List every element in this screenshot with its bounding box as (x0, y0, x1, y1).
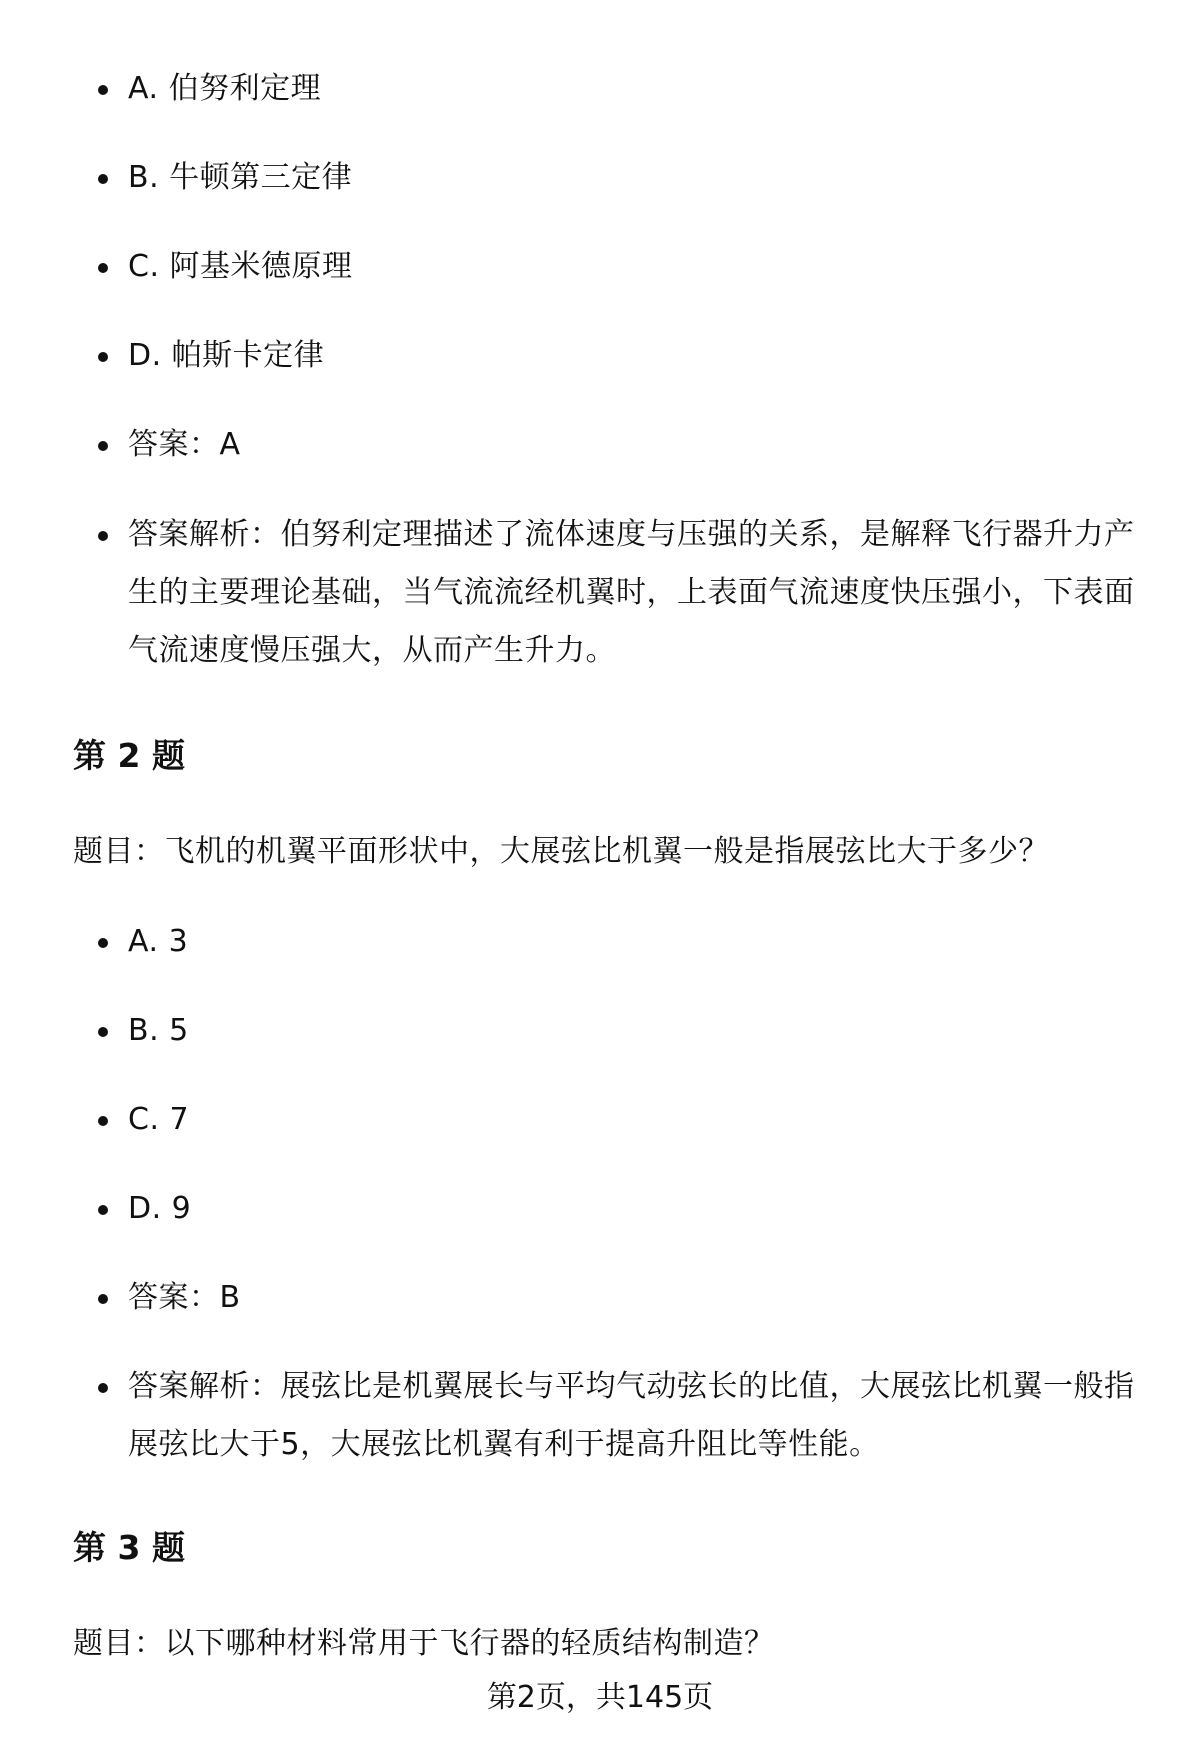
q2-heading: 第 2 题 (73, 736, 185, 775)
q1-option-a: A. 伯努利定理 (128, 60, 1148, 118)
q2-option-c: C. 7 (128, 1091, 1148, 1149)
q1-option-d: D. 帕斯卡定律 (128, 327, 1148, 385)
q2-explanation: 答案解析：展弦比是机翼展长与平均气动弦长的比值，大展弦比机翼一般指展弦比大于5，大展弦比机翼有利于提高升阻比等性能。 (128, 1358, 1148, 1474)
q2-stem: 题目：飞机的机翼平面形状中，大展弦比机翼一般是指展弦比大于多少？ (73, 834, 1049, 869)
q2-answer: 答案：B (128, 1269, 1148, 1327)
q1-answer: 答案：A (128, 416, 1148, 474)
q1-option-c: C. 阿基米德原理 (128, 238, 1148, 296)
page-footer: 第2页，共145页 (486, 1680, 714, 1715)
q2-option-b: B. 5 (128, 1002, 1148, 1060)
q2-option-a: A. 3 (128, 913, 1148, 971)
q3-heading: 第 3 题 (73, 1528, 185, 1567)
q2-option-d: D. 9 (128, 1180, 1148, 1238)
q1-explanation: 答案解析：伯努利定理描述了流体速度与压强的关系，是解释飞行器升力产生的主要理论基础，当气流流经机翼时，上表面气流速度快压强小，下表面气流速度慢压强大，从而产生升力。 (128, 506, 1148, 680)
q3-stem: 题目：以下哪种材料常用于飞行器的轻质结构制造？ (73, 1626, 775, 1661)
q1-option-b: B. 牛顿第三定律 (128, 149, 1148, 207)
